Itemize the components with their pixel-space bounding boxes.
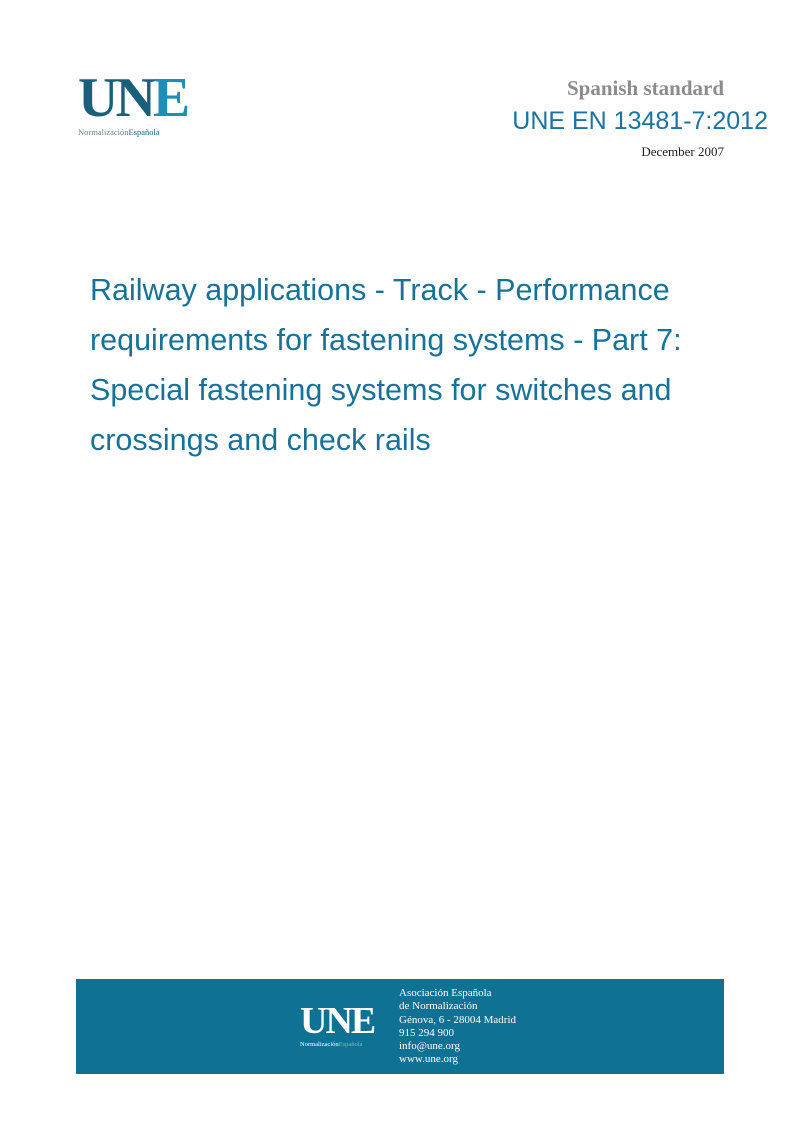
tagline-part1: Normalización	[78, 127, 129, 137]
footer-une-logo	[300, 1000, 375, 1048]
standard-header	[512, 76, 768, 160]
website-link[interactable]: www.une.org	[399, 1053, 458, 1066]
footer-address	[399, 987, 516, 1067]
address-line: Génova, 6 - 28004 Madrid	[399, 1013, 517, 1026]
footer-logo-wordmark: UNE	[300, 1000, 375, 1042]
logo-letter-e: E	[152, 67, 188, 129]
standard-date: December 2007	[641, 144, 724, 159]
footer-logo-tagline	[300, 1041, 374, 1048]
standard-label: Spanish standard	[567, 76, 724, 100]
footer-tagline-part1: Normalización	[300, 1041, 339, 1048]
document-title: Railway applications - Track - Performance requirements for fastening systems - Part 7: Special fastening systems for switches and crossings and check rails	[90, 273, 682, 457]
footer-tagline-part2: Española	[338, 1041, 363, 1048]
logo-letter-u: U	[78, 67, 116, 129]
address-line: de Normalización	[399, 1000, 478, 1013]
standard-code: UNE EN 13481-7:2012	[512, 107, 768, 135]
phone-number: 915 294 900	[399, 1026, 454, 1039]
une-logo-wordmark	[78, 67, 198, 129]
tagline-part2: Española	[128, 127, 160, 137]
une-logo	[78, 67, 198, 137]
email-link[interactable]: info@une.org	[399, 1040, 460, 1053]
logo-letter-n: N	[115, 67, 153, 129]
address-line: Asociación Española	[399, 987, 492, 999]
footer-band	[76, 979, 724, 1074]
